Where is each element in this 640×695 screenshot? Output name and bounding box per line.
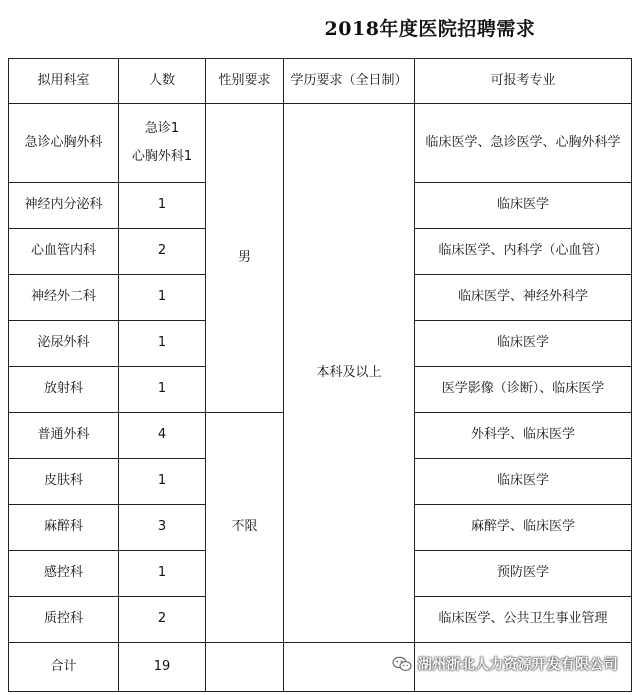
dept-cell: 泌尿外科 — [9, 321, 119, 367]
total-count: 19 — [119, 643, 206, 692]
dept-cell: 皮肤科 — [9, 459, 119, 505]
dept-cell: 麻醉科 — [9, 505, 119, 551]
major-cell: 预防医学 — [415, 551, 632, 597]
major-cell: 临床医学、内科学（心血管） — [415, 229, 632, 275]
count-cell: 2 — [119, 229, 206, 275]
gender-cell: 男 — [206, 104, 284, 413]
dept-cell: 普通外科 — [9, 413, 119, 459]
header-gender: 性别要求 — [206, 59, 284, 104]
dept-cell: 急诊心胸外科 — [9, 104, 119, 183]
recruitment-table — [8, 58, 632, 692]
major-cell: 临床医学 — [415, 321, 632, 367]
dept-cell: 神经内分泌科 — [9, 183, 119, 229]
major-cell: 外科学、临床医学 — [415, 413, 632, 459]
count-line: 心胸外科1 — [131, 149, 193, 164]
count-cell: 1 — [119, 183, 206, 229]
count-cell: 1 — [119, 275, 206, 321]
major-cell: 临床医学、神经外科学 — [415, 275, 632, 321]
dept-cell: 质控科 — [9, 597, 119, 643]
header-count: 人数 — [119, 59, 206, 104]
major-cell: 临床医学、急诊医学、心胸外科学 — [415, 104, 632, 183]
count-cell: 2 — [119, 597, 206, 643]
major-cell: 临床医学 — [415, 459, 632, 505]
header-dept: 拟用科室 — [9, 59, 119, 104]
count-cell: 1 — [119, 321, 206, 367]
header-major: 可报考专业 — [415, 59, 632, 104]
count-cell — [119, 104, 206, 183]
dept-cell: 心血管内科 — [9, 229, 119, 275]
header-education: 学历要求（全日制） — [284, 59, 415, 104]
table-header-row — [9, 59, 632, 104]
major-cell: 临床医学 — [415, 183, 632, 229]
major-cell: 医学影像（诊断）、临床医学 — [415, 367, 632, 413]
watermark-text: 湖州浙北人力资源开发有限公司 — [417, 657, 618, 673]
count-cell: 4 — [119, 413, 206, 459]
count-cell: 1 — [119, 459, 206, 505]
major-cell: 临床医学、公共卫生事业管理 — [415, 597, 632, 643]
empty-cell — [206, 643, 284, 692]
gender-cell: 不限 — [206, 413, 284, 643]
watermark — [392, 654, 618, 674]
wechat-icon — [392, 656, 412, 672]
count-cell: 3 — [119, 505, 206, 551]
table-row — [9, 104, 632, 183]
education-cell: 本科及以上 — [284, 104, 415, 643]
major-cell: 麻醉学、临床医学 — [415, 505, 632, 551]
count-line: 急诊1 — [144, 121, 180, 136]
count-cell: 1 — [119, 551, 206, 597]
total-label: 合计 — [9, 643, 119, 692]
dept-cell: 感控科 — [9, 551, 119, 597]
count-cell: 1 — [119, 367, 206, 413]
dept-cell: 神经外二科 — [9, 275, 119, 321]
page-title: 2018年度医院招聘需求 — [324, 18, 536, 40]
dept-cell: 放射科 — [9, 367, 119, 413]
